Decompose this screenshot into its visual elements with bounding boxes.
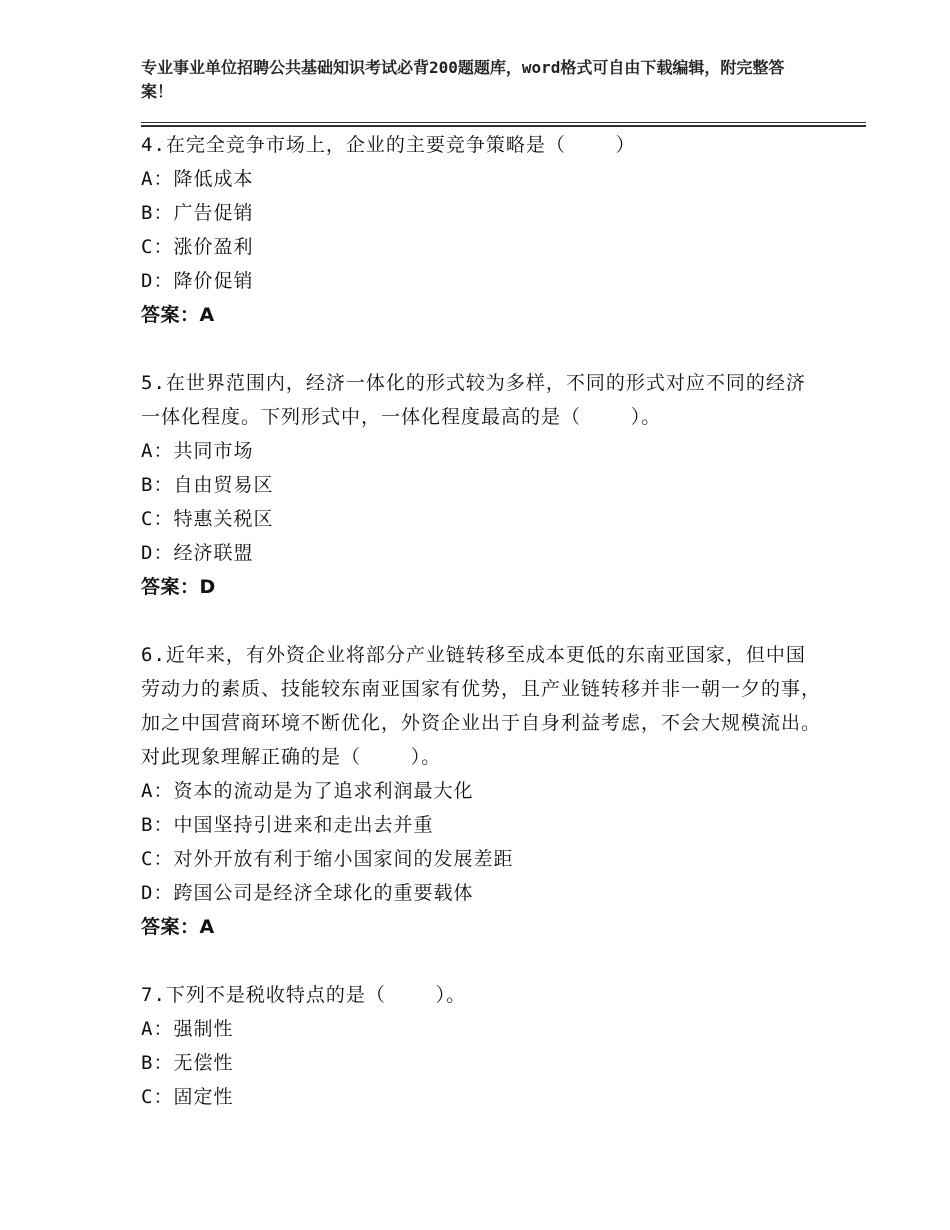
option-a: A：强制性: [141, 1018, 234, 1040]
answer-label: 答案：A: [141, 304, 215, 326]
option-c: C：特惠关税区: [141, 508, 274, 530]
option-c: C：对外开放有利于缩小国家间的发展差距: [141, 848, 514, 870]
question-list: [141, 128, 821, 1148]
option-c: C：固定性: [141, 1086, 234, 1108]
option-b: B：中国坚持引进来和走出去并重: [141, 814, 434, 836]
option-d: D：跨国公司是经济全球化的重要载体: [141, 882, 474, 904]
header-divider-thin: [141, 122, 866, 123]
question-4: [141, 128, 821, 332]
option-d: D：降价促销: [141, 270, 254, 292]
option-a: A：共同市场: [141, 440, 254, 462]
question-6: [141, 638, 821, 944]
option-b: B：自由贸易区: [141, 474, 274, 496]
option-b: B：无偿性: [141, 1052, 234, 1074]
option-d: D：经济联盟: [141, 542, 254, 564]
question-text: 6.近年来，有外资企业将部分产业链转移至成本更低的东南亚国家，但中国劳动力的素质、技能较东南亚国家有优势，且产业链转移并非一朝一夕的事，加之中国营商环境不断优化，外资企业出于自身利益考虑，不会大规模流出。对此现象理解正确的是（ ）。: [141, 644, 822, 768]
answer-label: 答案：A: [141, 916, 215, 938]
question-text: 7.下列不是税收特点的是（ ）。: [141, 984, 467, 1006]
question-text: 5.在世界范围内，经济一体化的形式较为多样，不同的形式对应不同的经济一体化程度。下列形式中，一体化程度最高的是（ ）。: [141, 372, 806, 428]
question-text: 4.在完全竞争市场上，企业的主要竞争策略是（ ）: [141, 134, 636, 156]
answer-label: 答案：D: [141, 576, 216, 598]
option-a: A：资本的流动是为了追求利润最大化: [141, 780, 474, 802]
option-a: A：降低成本: [141, 168, 254, 190]
question-5: [141, 366, 821, 604]
option-b: B：广告促销: [141, 202, 254, 224]
question-7: [141, 978, 821, 1114]
header-divider-thick: [141, 125, 866, 127]
option-c: C：涨价盈利: [141, 236, 254, 258]
page-header: 专业事业单位招聘公共基础知识考试必背200题题库，word格式可自由下载编辑，附完整答案！: [141, 58, 785, 101]
